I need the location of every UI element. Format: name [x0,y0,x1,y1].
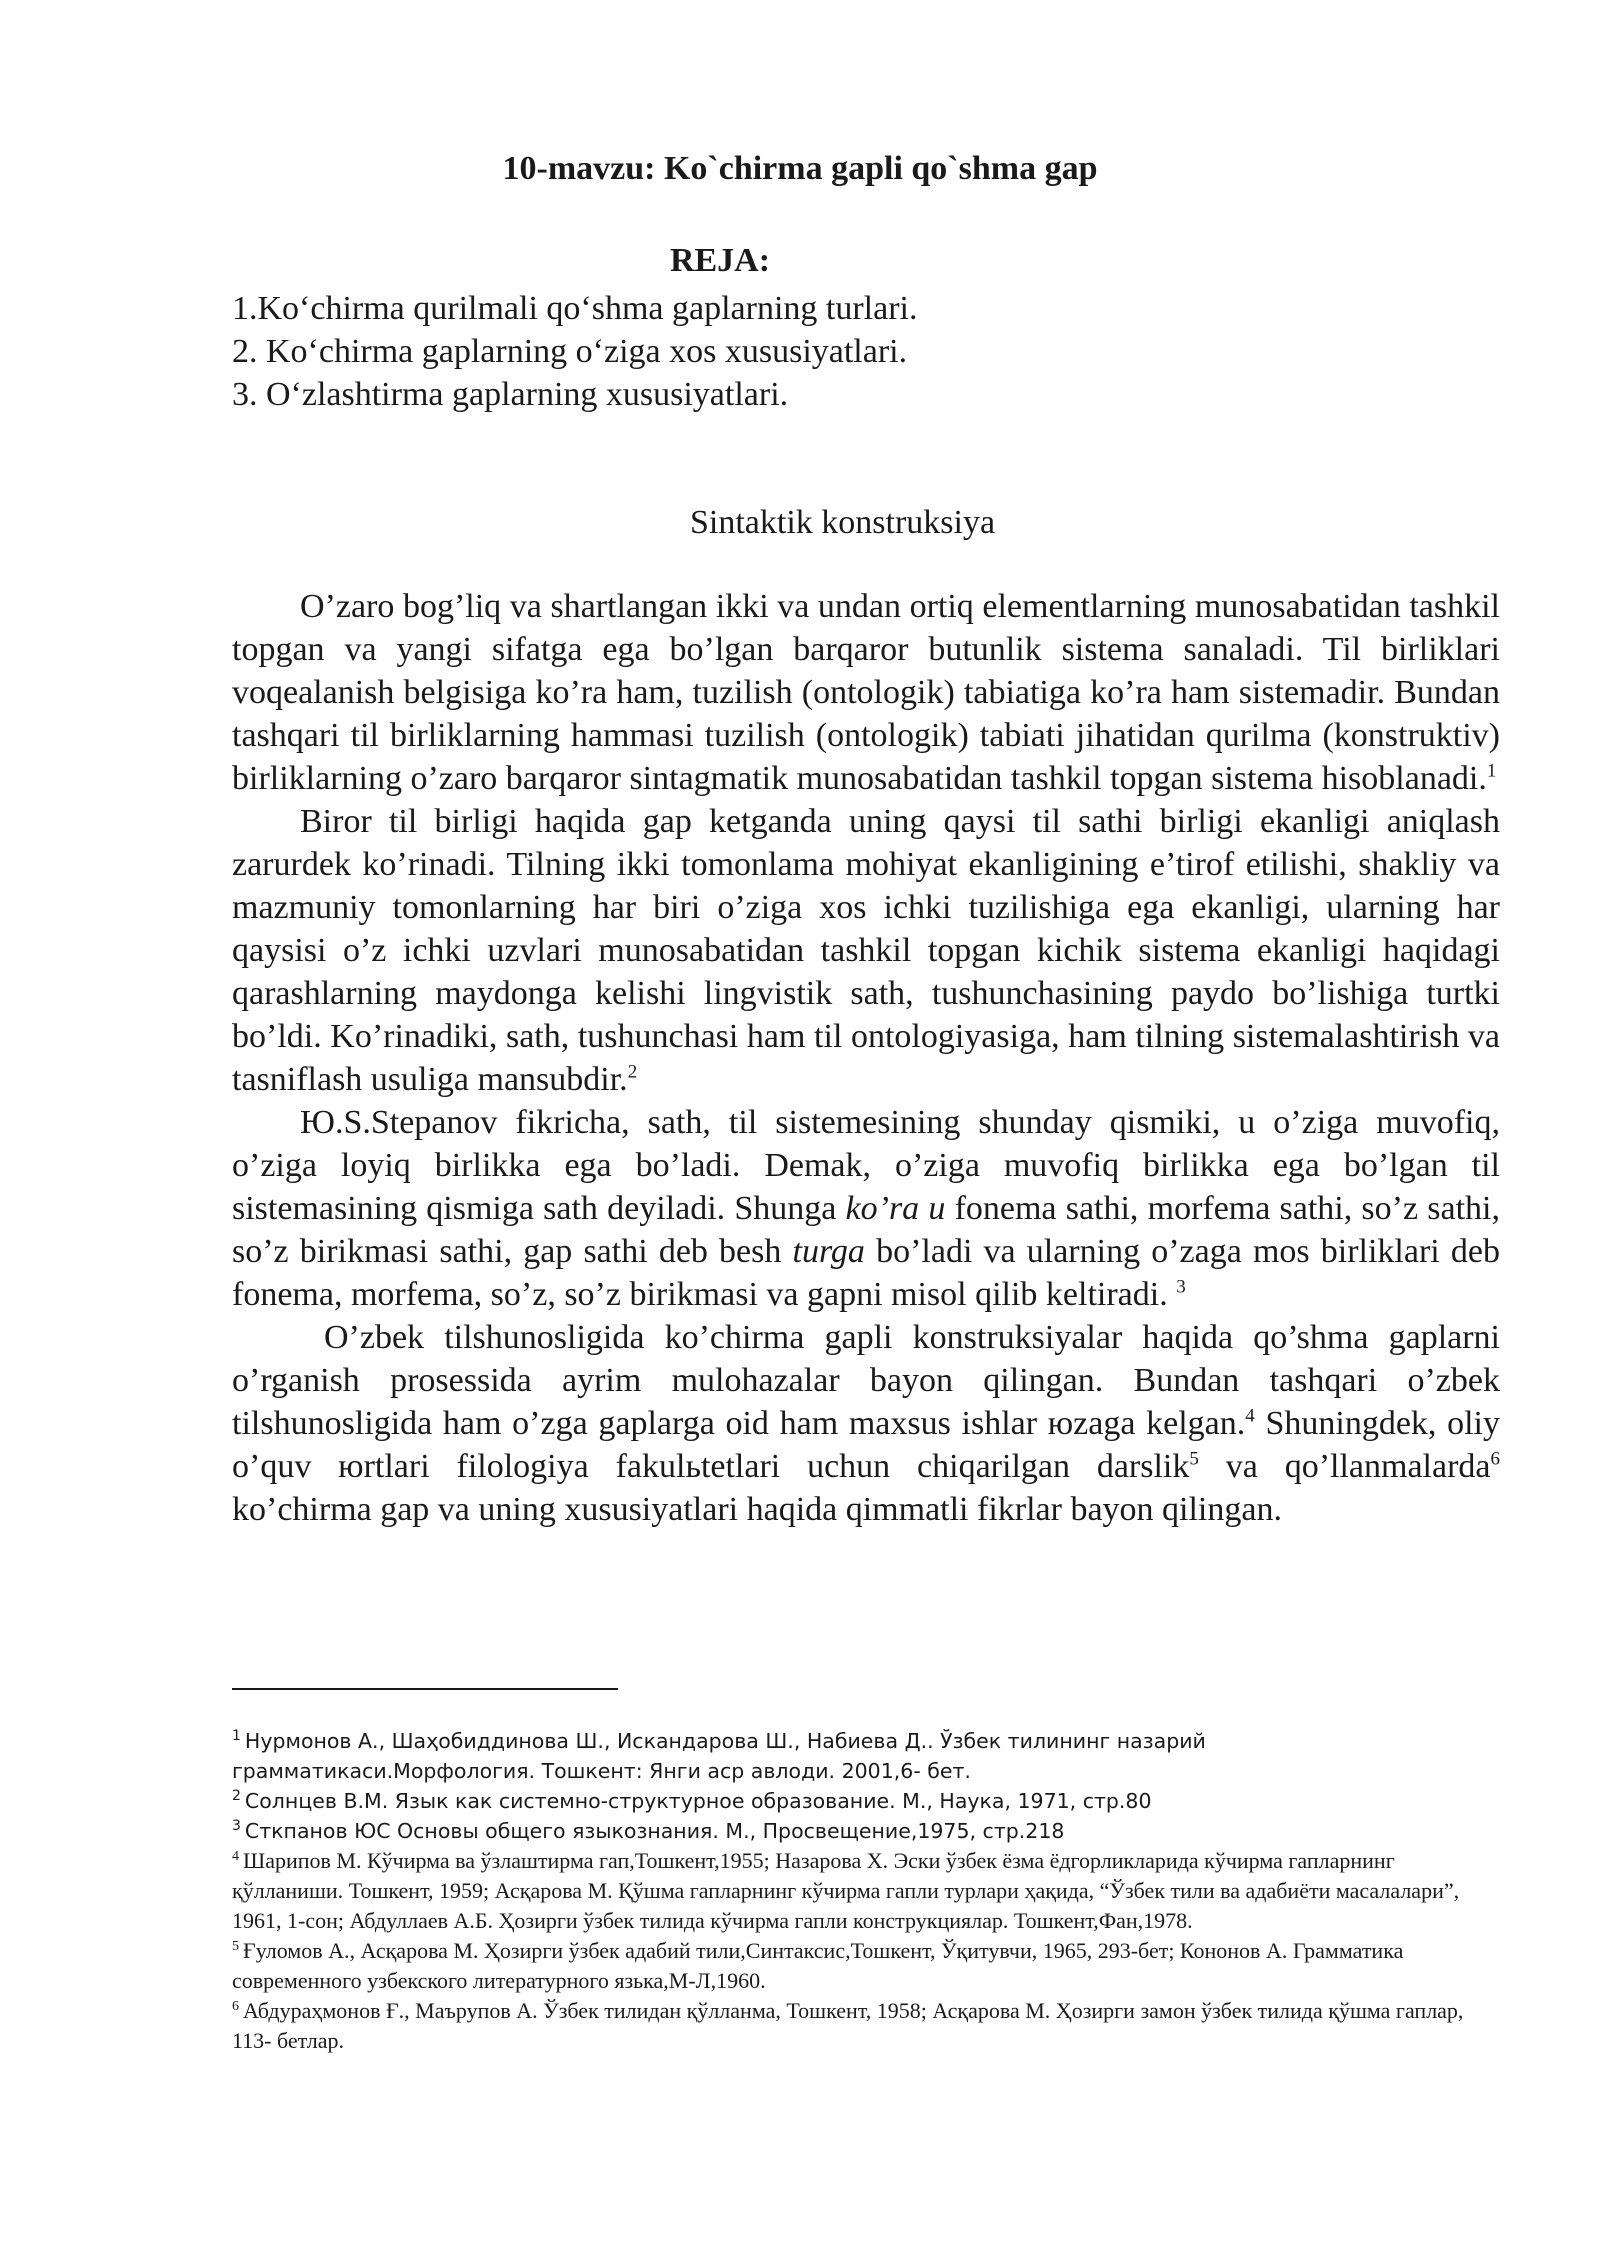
footnote-item [232,1726,1500,1786]
paragraph-4 [232,1316,1500,1531]
footnote-ref[interactable]: 3 [1176,1276,1186,1298]
paragraph-1 [232,585,1500,800]
paragraph-4-text: ko’chirma gap va uning xususiyatlari haqida qimmatli fikrlar bayon qilingan. [232,1491,1282,1528]
footnote-ref[interactable]: 6 [1490,1448,1500,1470]
paragraph-3 [232,1101,1500,1316]
page-title: 10-mavzu: Ko`chirma gapli qo`shma gap [502,150,1098,187]
footnote-number: 6 [232,1998,239,2014]
footnote-separator [232,1688,618,1690]
plan-heading: REJA: [669,242,771,279]
footnote-number: 1 [232,1728,241,1745]
paragraph-4-text: O’zbek tilshunosligida ko’chirma gapli konstruksiyalar haqida qo’shma gaplarni o’rganish prosessida ayrim mulohazalar bayon qilingan. Bundan tashqari o’zbek tilshunosligida ham o’zga gaplarga oid ham maxsus ishlar юzaga kelgan. [232,1319,1500,1442]
footnote-text: Ғуломов А., Асқарова М. Ҳозирги ўзбек адабий тили,Синтаксис,Тошкент, Ўқитувчи, 1965, 293-бет; Кононов А. Грамматика современного узбекского литературного язька,М-Л,1960. [232,1938,1404,1993]
footnote-number: 4 [232,1848,239,1864]
plan-item: 1.Ko‘chirma qurilmali qo‘shma gaplarning turlari. [232,290,918,327]
footnote-item [232,1936,1500,1996]
footnote-item [232,1996,1500,2056]
footnote-list [232,1726,1500,2056]
footnote-number: 3 [232,1818,241,1835]
paragraph-4-text: va qo’llanmalarda [1198,1448,1491,1485]
body-text [232,585,1500,1531]
section-heading: Sintaktik konstruksiya [690,504,996,541]
footnote-text: Нурмонов А., Шаҳобиддинова Ш., Искандарова Ш., Набиева Д.. Ўзбек тилининг назарий грамматикаси.Морфология. Тошкент: Янги аср авлоди. 2001,6- бет. [232,1729,1206,1783]
plan-item: 2. Ko‘chirma gaplarning o‘ziga xos xususiyatlari. [232,333,908,370]
footnote-ref[interactable]: 1 [1486,760,1497,782]
footnote-number: 5 [232,1938,239,1954]
italic-phrase: ko’ra u [845,1190,946,1227]
footnote-text: Сткпанов ЮС Основы общего языкознания. М., Просвещение,1975, стр.218 [244,1819,1065,1843]
paragraph-2-text: Biror til birligi haqida gap ketganda uning qaysi til sathi birligi ekanligi aniqlash zarurdek ko’rinadi. Tilning ikki tomonlama mohiyat ekanligining e’tirof etilishi, shakliy va mazmuniy tomonlarning har biri o’ziga xos ichki tuzilishiga ega ekanligi, ularning har qaysisi o’z ichki uzvlari munosabatidan tashkil topgan kichik sistema ekanligi haqidagi qarashlarning maydonga kelishi lingvistik sath, tushunchasining paydo bo’lishiga turtki bo’ldi. Ko’rinadiki, sath, tushunchasi ham til ontologiyasiga, ham tilning sistemalashtirish va tasniflash usuliga mansubdir. [232,803,1500,1098]
footnote-number: 2 [232,1788,241,1805]
footnote-item [232,1816,1500,1846]
paragraph-3-text: Ю.S.Stepanov fikricha, sath, til sistemesining shunday qismiki, u o’ziga muvofiq, o’ziga loyiq birlikka ega bo’ladi. Demak, o’ziga muvofiq birlikka ega bo’lgan til sistemasining qismiga sath deyiladi. Shunga [232,1104,1500,1227]
paragraph-3-text: bo’ladi va ularning o’zaga mos birliklari deb fonema, morfema, so’z, so’z birikmasi va gapni misol qilib keltiradi. [232,1233,1500,1313]
italic-phrase: turga [792,1233,865,1270]
paragraph-4-text: Shuningdek, oliy o’quv юrtlari filologiya fakulьtetlari uchun chiqarilgan darslik [232,1405,1500,1485]
footnote-item [232,1786,1500,1816]
paragraph-3-text: fonema sathi, morfema sathi, so’z sathi, so’z birikmasi sathi, gap sathi deb besh [232,1190,1500,1270]
footnote-ref[interactable]: 4 [1245,1405,1255,1427]
paragraph-2 [232,800,1500,1101]
footnote-ref[interactable]: 5 [1189,1448,1199,1470]
plan-item: 3. O‘zlashtirma gaplarning xususiyatlari. [232,376,789,413]
footnote-text: Солнцев В.М. Язык как системно-структурное образование. М., Наука, 1971, стр.80 [244,1789,1152,1813]
footnote-item [232,1846,1500,1936]
paragraph-1-text: O’zaro bog’liq va shartlangan ikki va undan ortiq elementlarning munosabatidan tashkil topgan va yangi sifatga ega bo’lgan barqaror butunlik sistema sanaladi. Til birliklari voqealanish belgisiga ko’ra ham, tuzilish (ontologik) tabiatiga ko’ra ham sistemadir. Bundan tashqari til birliklarning hammasi tuzilish (ontologik) tabiati jihatidan qurilma (konstruktiv) birliklarning o’zaro barqaror sintagmatik munosabatidan tashkil topgan sistema hisoblanadi. [232,588,1500,797]
footnote-text: Шарипов М. Кўчирма ва ўзлаштирма гап,Тошкент,1955; Назарова Х. Эски ўзбек ёзма ёдгорликларида кўчирма гапларнинг қўлланиши. Тошкент, 1959; Асқарова М. Қўшма гапларнинг кўчирма гапли турлари ҳақида, “Ўзбек тили ва адабиёти масалалари”, 1961, 1-сон; Абдуллаев А.Б. Ҳозирги ўзбек тилида кўчирма гапли конструкциялар. Тошкент,Фан,1978. [232,1848,1460,1933]
plan-list [232,287,917,416]
footnote-text: Абдураҳмонов Ғ., Маърупов А. Ўзбек тилидан қўлланма, Тошкент, 1958; Асқарова М. Ҳозирги замон ўзбек тилида қўшма гаплар, 113- бетлар. [232,1998,1464,2053]
footnote-ref[interactable]: 2 [627,1061,638,1083]
